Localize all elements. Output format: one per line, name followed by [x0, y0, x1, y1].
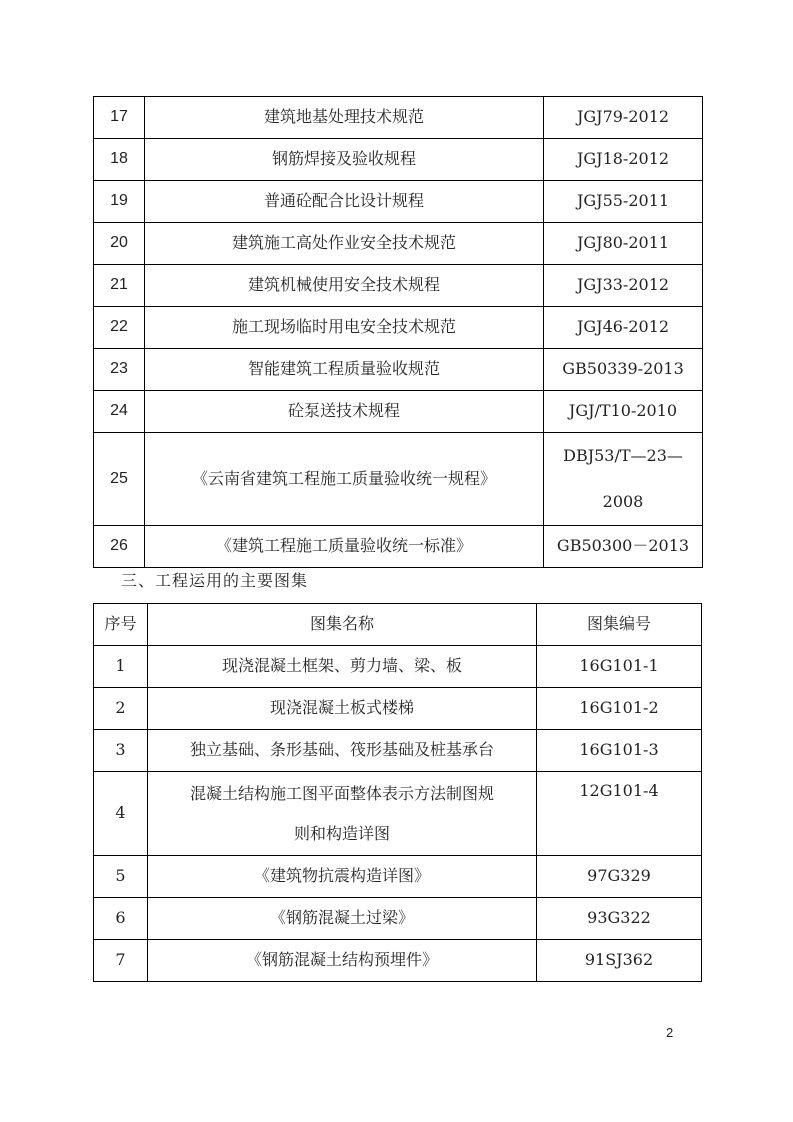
table-row: [94, 349, 703, 391]
atlas-code: 16G101-2: [537, 688, 702, 730]
standard-code: JGJ80-2011: [544, 223, 703, 265]
row-number: 18: [94, 139, 145, 181]
row-number: 17: [94, 97, 145, 139]
atlas-code: 97G329: [537, 856, 702, 898]
standard-code: JGJ79-2012: [544, 97, 703, 139]
standard-code: GB50339-2013: [544, 349, 703, 391]
standard-name: 钢筋焊接及验收规程: [145, 139, 544, 181]
row-number: 2: [94, 688, 148, 730]
standard-code-line: 2008: [602, 492, 644, 511]
row-number: 4: [94, 772, 148, 856]
row-number: 21: [94, 265, 145, 307]
row-number: 7: [94, 940, 148, 982]
table-row: [94, 526, 703, 568]
standard-code: JGJ18-2012: [544, 139, 703, 181]
atlas-code: 12G101-4: [537, 772, 702, 856]
standard-name: 《云南省建筑工程施工质量验收统一规程》: [145, 433, 544, 526]
standard-code: JGJ55-2011: [544, 181, 703, 223]
table-row: [94, 898, 702, 940]
atlas-name: 现浇混凝土板式楼梯: [148, 688, 537, 730]
table-row: [94, 223, 703, 265]
atlas-code: 93G322: [537, 898, 702, 940]
standards-table: [93, 96, 703, 568]
row-number: 20: [94, 223, 145, 265]
atlas-name: 《建筑物抗震构造详图》: [148, 856, 537, 898]
row-number: 26: [94, 526, 145, 568]
atlas-name: 独立基础、条形基础、筏形基础及桩基承台: [148, 730, 537, 772]
table-row: [94, 307, 703, 349]
table-row: [94, 646, 702, 688]
standard-name: 建筑地基处理技术规范: [145, 97, 544, 139]
table-row: [94, 97, 703, 139]
row-number: 3: [94, 730, 148, 772]
standard-code: JGJ/T10-2010: [544, 391, 703, 433]
section-heading: 三、工程运用的主要图集: [121, 571, 309, 590]
row-number: 25: [94, 433, 145, 526]
atlas-name: 《钢筋混凝土结构预埋件》: [148, 940, 537, 982]
page-number: 2: [666, 1025, 674, 1040]
standard-code: JGJ46-2012: [544, 307, 703, 349]
row-number: 24: [94, 391, 145, 433]
row-number: 22: [94, 307, 145, 349]
standard-code: JGJ33-2012: [544, 265, 703, 307]
header-number: 序号: [94, 604, 148, 646]
table-row: [94, 391, 703, 433]
standard-name: 砼泵送技术规程: [145, 391, 544, 433]
atlas-name: [148, 772, 537, 856]
atlas-name: 现浇混凝土框架、剪力墙、梁、板: [148, 646, 537, 688]
table-header-row: [94, 604, 702, 646]
table-row: [94, 265, 703, 307]
atlas-table: [93, 603, 702, 982]
standard-name: 智能建筑工程质量验收规范: [145, 349, 544, 391]
atlas-name: 《钢筋混凝土过梁》: [148, 898, 537, 940]
table-row: [94, 433, 703, 526]
standard-code-line: DBJ53/T—23—: [563, 446, 683, 465]
standard-name: 普通砼配合比设计规程: [145, 181, 544, 223]
row-number: 23: [94, 349, 145, 391]
table-row: [94, 940, 702, 982]
standard-name: 《建筑工程施工质量验收统一标准》: [145, 526, 544, 568]
standard-code: GB50300－2013: [544, 526, 703, 568]
row-number: 1: [94, 646, 148, 688]
row-number: 6: [94, 898, 148, 940]
table-row: [94, 181, 703, 223]
atlas-code: 16G101-3: [537, 730, 702, 772]
standard-name: 建筑机械使用安全技术规程: [145, 265, 544, 307]
header-code: 图集编号: [537, 604, 702, 646]
atlas-code: 16G101-1: [537, 646, 702, 688]
table-row: [94, 730, 702, 772]
standard-code: [544, 433, 703, 526]
table-row: [94, 139, 703, 181]
standard-name: 建筑施工高处作业安全技术规范: [145, 223, 544, 265]
row-number: 19: [94, 181, 145, 223]
table-row: [94, 772, 702, 856]
atlas-name-line: 混凝土结构施工图平面整体表示方法制图规: [189, 783, 494, 803]
standard-name: 施工现场临时用电安全技术规范: [145, 307, 544, 349]
atlas-code: 91SJ362: [537, 940, 702, 982]
header-name: 图集名称: [148, 604, 537, 646]
row-number: 5: [94, 856, 148, 898]
table-row: [94, 688, 702, 730]
table-row: [94, 856, 702, 898]
atlas-name-line: 则和构造详图: [293, 823, 390, 843]
